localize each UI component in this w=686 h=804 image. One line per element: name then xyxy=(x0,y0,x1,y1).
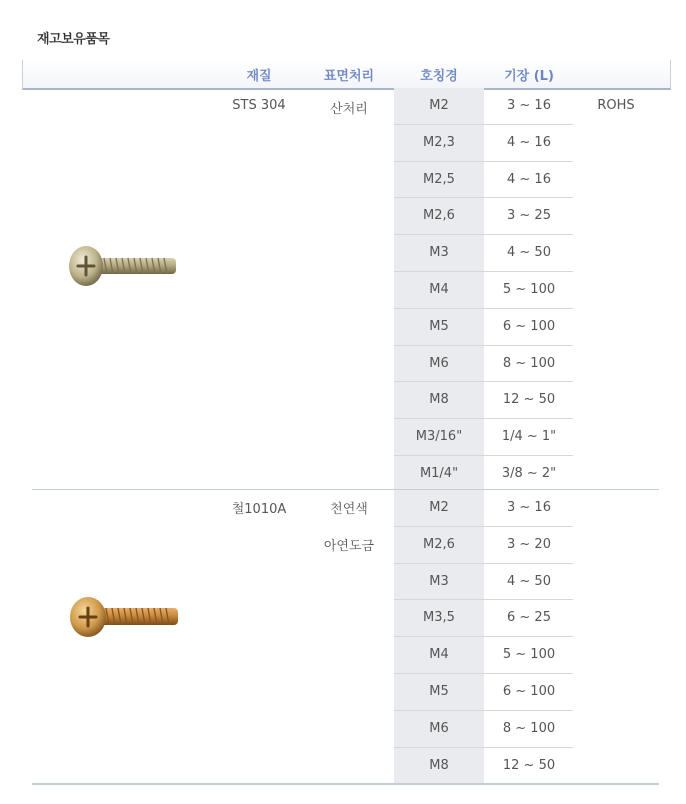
row-divider xyxy=(394,673,573,674)
size-cell: M8 xyxy=(429,392,449,408)
row-divider xyxy=(394,563,573,564)
page-title: 재고보유품목 xyxy=(37,32,110,47)
size-cell: M2,6 xyxy=(423,536,455,552)
size-cell: M3,5 xyxy=(423,610,455,626)
size-cell: M6 xyxy=(429,720,449,736)
length-cell: 3 ~ 16 xyxy=(507,98,551,113)
row-divider xyxy=(394,636,573,637)
size-cell: M5 xyxy=(429,684,449,699)
header-length: 기장 (L) xyxy=(504,69,554,84)
length-cell: 4 ~ 50 xyxy=(507,573,551,589)
group1-note: ROHS xyxy=(597,98,635,113)
length-cell: 12 ~ 50 xyxy=(502,392,556,408)
length-cell: 8 ~ 100 xyxy=(502,720,556,736)
size-cell: M1/4" xyxy=(419,466,459,481)
header-size: 호칭경 xyxy=(420,69,458,84)
row-divider xyxy=(394,345,573,346)
length-cell: 1/4 ~ 1" xyxy=(501,429,557,445)
header-surface: 표면처리 xyxy=(323,69,375,84)
size-cell: M3 xyxy=(429,245,449,261)
row-divider xyxy=(394,308,573,309)
row-divider xyxy=(394,526,573,527)
size-cell: M2,3 xyxy=(423,134,455,150)
row-divider xyxy=(394,599,573,600)
size-cell: M2 xyxy=(429,500,449,515)
group1-surface: 산처리 xyxy=(330,102,368,117)
size-cell: M3 xyxy=(429,573,449,589)
length-cell: 6 ~ 100 xyxy=(502,318,556,334)
length-cell: 3/8 ~ 2" xyxy=(501,466,557,481)
group2-surface-1: 천연색 xyxy=(330,502,368,517)
length-cell: 4 ~ 50 xyxy=(507,245,551,261)
size-cell: M2 xyxy=(429,98,449,113)
size-cell: M3/16" xyxy=(415,429,463,445)
row-divider xyxy=(394,747,573,748)
size-cell: M6 xyxy=(429,355,449,371)
group-separator xyxy=(32,489,659,490)
size-cell: M4 xyxy=(429,282,449,297)
size-cell: M8 xyxy=(429,757,449,773)
zinc-screw-image xyxy=(58,588,190,648)
row-divider xyxy=(394,418,573,419)
size-cell: M4 xyxy=(429,647,449,663)
length-cell: 8 ~ 100 xyxy=(502,355,556,371)
group2-surface-2: 아연도금 xyxy=(323,539,375,554)
length-cell: 4 ~ 16 xyxy=(507,134,551,150)
row-divider xyxy=(394,197,573,198)
row-divider xyxy=(394,455,573,456)
row-divider xyxy=(394,124,573,125)
length-cell: 5 ~ 100 xyxy=(502,647,556,663)
row-divider xyxy=(394,381,573,382)
stainless-screw-image xyxy=(58,238,190,296)
group2-material: 철1010A xyxy=(231,502,287,517)
length-cell: 4 ~ 16 xyxy=(507,171,551,187)
length-cell: 3 ~ 25 xyxy=(507,208,551,224)
header-material: 재질 xyxy=(246,69,272,84)
row-divider xyxy=(394,271,573,272)
size-cell: M2,5 xyxy=(423,171,455,187)
length-cell: 5 ~ 100 xyxy=(502,282,556,297)
row-divider xyxy=(394,710,573,711)
row-divider xyxy=(394,234,573,235)
row-divider xyxy=(394,161,573,162)
size-cell: M2,6 xyxy=(423,208,455,224)
size-cell: M5 xyxy=(429,318,449,334)
length-cell: 6 ~ 100 xyxy=(502,684,556,699)
length-cell: 6 ~ 25 xyxy=(507,610,551,626)
table-bottom-border xyxy=(32,783,659,785)
group1-material: STS 304 xyxy=(232,98,286,113)
length-cell: 3 ~ 20 xyxy=(507,536,551,552)
length-cell: 12 ~ 50 xyxy=(502,757,556,773)
length-cell: 3 ~ 16 xyxy=(507,500,551,515)
